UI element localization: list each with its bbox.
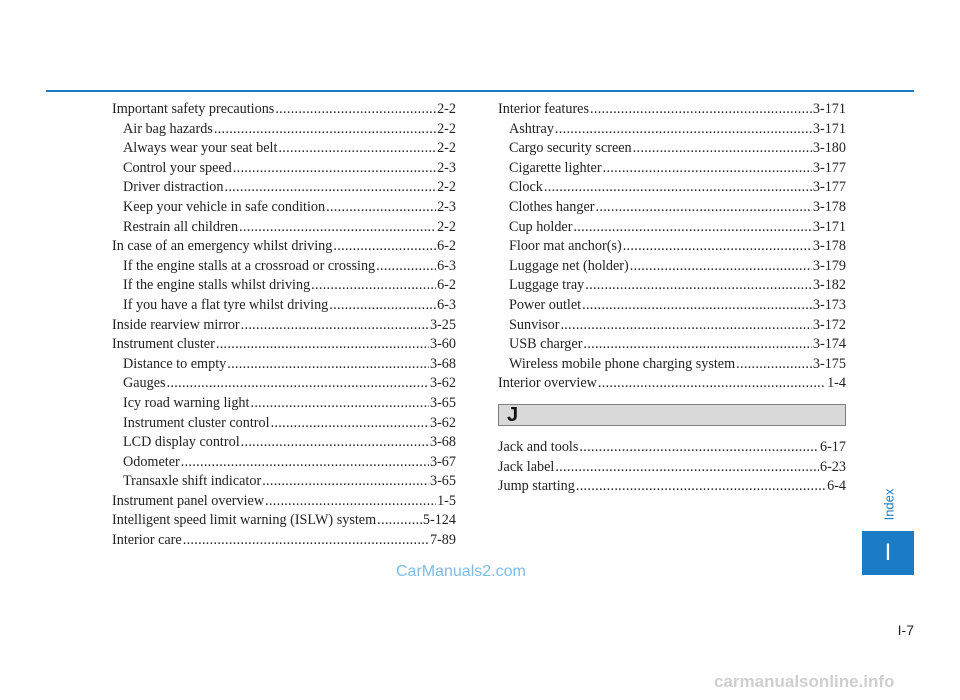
index-entry-term: Jack label <box>498 458 555 475</box>
index-entry-page: 2-2 <box>437 218 456 235</box>
index-entry-page: 3-67 <box>429 453 456 470</box>
dot-leader <box>271 414 429 434</box>
index-subentry <box>112 120 456 140</box>
index-subentry <box>112 472 456 492</box>
index-entry-term: Odometer <box>123 453 180 470</box>
index-subentry <box>112 414 456 434</box>
index-entry-term: If the engine stalls whilst driving <box>123 277 311 294</box>
index-entry-page: 2-2 <box>437 140 456 157</box>
index-entry-term: Instrument cluster <box>112 336 215 353</box>
index-entry-term: If you have a flat tyre whilst driving <box>123 296 329 313</box>
dot-leader <box>603 159 812 179</box>
index-entry-page: 6-17 <box>819 438 846 455</box>
dot-leader <box>630 257 812 277</box>
index-subentry <box>498 218 846 238</box>
index-entry-term: Icy road warning light <box>123 394 250 411</box>
dot-leader <box>596 198 812 218</box>
index-entry-term: Intelligent speed limit warning (ISLW) system <box>112 512 377 529</box>
dot-leader <box>579 438 819 458</box>
dot-leader <box>216 335 429 355</box>
index-entry-page: 3-62 <box>429 375 456 392</box>
index-subentry <box>498 120 846 140</box>
index-entry-term: Sunvisor <box>509 316 560 333</box>
index-entry-term: Instrument cluster control <box>123 414 270 431</box>
dot-leader <box>576 477 826 497</box>
dot-leader <box>241 433 429 453</box>
index-entry <box>498 100 846 120</box>
dot-leader <box>224 178 436 198</box>
index-entry-term: Clothes hanger <box>509 198 595 215</box>
index-entry-term: Always wear your seat belt <box>123 140 278 157</box>
dot-leader <box>265 492 436 512</box>
index-entry-term: Wireless mobile phone charging system <box>509 355 736 372</box>
index-entry <box>112 511 456 531</box>
index-subentry <box>112 453 456 473</box>
index-entry-page: 3-68 <box>429 434 456 451</box>
index-entry-term: LCD display control <box>123 434 240 451</box>
dot-leader <box>555 458 819 478</box>
dot-leader <box>333 237 436 257</box>
index-entry <box>112 100 456 120</box>
index-entry-page: 3-174 <box>812 336 846 353</box>
index-entry <box>112 316 456 336</box>
index-subentry <box>112 198 456 218</box>
index-entry-page: 6-2 <box>437 238 456 255</box>
watermark-carmanuals2[interactable]: CarManuals2.com <box>396 563 526 580</box>
index-entry-page: 2-2 <box>437 101 456 117</box>
index-entry-page: 3-172 <box>812 316 846 333</box>
index-entry <box>112 237 456 257</box>
index-entry-term: Interior features <box>498 101 589 117</box>
index-entry <box>112 335 456 355</box>
index-subentry <box>112 257 456 277</box>
index-entry-term: Interior overview <box>498 375 597 392</box>
index-entry-term: Cigarette lighter <box>509 159 602 176</box>
dot-leader <box>582 296 812 316</box>
section-header-j <box>498 404 846 426</box>
dot-leader <box>560 316 811 336</box>
index-subentry <box>112 139 456 159</box>
index-entry <box>498 438 846 458</box>
index-entry-term: Driver distraction <box>123 179 224 196</box>
index-subentry <box>112 218 456 238</box>
index-entry-term: Restrain all children <box>123 218 239 235</box>
index-entry-page: 5-124 <box>422 512 456 529</box>
dot-leader <box>227 355 429 375</box>
index-subentry <box>112 276 456 296</box>
dot-leader <box>736 355 812 375</box>
index-subentry <box>112 433 456 453</box>
index-side-label-text: Index <box>881 488 897 520</box>
index-list-j <box>498 438 846 497</box>
index-entry-page: 7-89 <box>429 532 456 549</box>
dot-leader <box>241 316 429 336</box>
index-entry-term: Important safety precautions <box>112 101 275 117</box>
dot-leader <box>181 453 429 473</box>
dot-leader <box>585 276 812 296</box>
page-number: I-7 <box>897 622 914 638</box>
index-entry-page: 3-178 <box>812 238 846 255</box>
index-entry-term: Keep your vehicle in safe condition <box>123 198 326 215</box>
index-entry <box>112 531 456 551</box>
index-subentry <box>498 276 846 296</box>
dot-leader <box>326 198 436 218</box>
index-subentry <box>112 374 456 394</box>
index-letter-tab[interactable] <box>862 531 914 575</box>
index-entry-term: USB charger <box>509 336 583 353</box>
dot-leader <box>250 394 429 414</box>
index-entry-page: 2-2 <box>437 120 456 137</box>
index-subentry <box>112 394 456 414</box>
index-column-right <box>498 100 846 497</box>
index-entry-term: Luggage net (holder) <box>509 257 629 274</box>
index-entry-page: 6-23 <box>819 458 846 475</box>
index-entry <box>112 492 456 512</box>
index-tab-letter: I <box>884 539 892 566</box>
index-entry-term: Jump starting <box>498 478 575 495</box>
top-rule <box>46 90 914 92</box>
index-entry-page: 3-173 <box>812 296 846 313</box>
index-subentry <box>498 139 846 159</box>
dot-leader <box>376 257 436 277</box>
index-subentry <box>112 178 456 198</box>
index-entry-page: 1-4 <box>827 375 846 392</box>
dot-leader <box>311 276 436 296</box>
dot-leader <box>590 100 812 120</box>
index-entry-term: Gauges <box>123 375 166 392</box>
index-entry-page: 2-3 <box>437 159 456 176</box>
watermark-carmanualsonline[interactable]: carmanualsonline.info <box>714 672 895 691</box>
index-entry-page: 3-65 <box>429 473 456 490</box>
index-entry-term: Jack and tools <box>498 438 579 455</box>
index-entry-term: Inside rearview mirror <box>112 316 240 333</box>
dot-leader <box>275 100 436 120</box>
index-entry-page: 3-182 <box>812 277 846 294</box>
index-entry-page: 3-171 <box>812 120 846 137</box>
index-entry-term: Distance to empty <box>123 355 227 372</box>
index-entry-term: Ashtray <box>509 120 554 137</box>
index-entry-page: 6-3 <box>437 257 456 274</box>
index-entry-term: Cargo security screen <box>509 140 632 157</box>
index-entry-page: 3-177 <box>812 159 846 176</box>
section-letter: J <box>507 403 519 426</box>
index-entry-page: 3-180 <box>812 140 846 157</box>
dot-leader <box>167 374 429 394</box>
index-entry-page: 6-3 <box>437 296 456 313</box>
dot-leader <box>583 335 811 355</box>
dot-leader <box>598 374 826 394</box>
index-entry-page: 3-68 <box>429 355 456 372</box>
index-entry-term: Floor mat anchor(s) <box>509 238 622 255</box>
index-entry-term: Control your speed <box>123 159 232 176</box>
index-entry-term: If the engine stalls at a crossroad or crossing <box>123 257 376 274</box>
dot-leader <box>278 139 436 159</box>
index-entry-term: Power outlet <box>509 296 582 313</box>
index-entry-page: 3-62 <box>429 414 456 431</box>
index-entry-page: 6-2 <box>437 277 456 294</box>
index-entry-term: Clock <box>509 179 543 196</box>
index-entry-page: 3-65 <box>429 394 456 411</box>
dot-leader <box>377 511 422 531</box>
index-entry-page: 3-171 <box>812 218 846 235</box>
index-subentry <box>498 237 846 257</box>
index-column-left <box>112 100 456 551</box>
index-subentry <box>112 355 456 375</box>
index-entry-page: 3-60 <box>429 336 456 353</box>
dot-leader <box>573 218 811 238</box>
index-entry-term: Cup holder <box>509 218 573 235</box>
index-entry-term: Instrument panel overview <box>112 492 265 509</box>
index-entry <box>498 458 846 478</box>
dot-leader <box>544 178 812 198</box>
index-side-label <box>879 484 899 524</box>
index-entry-page: 1-5 <box>437 492 456 509</box>
index-entry-term: In case of an emergency whilst driving <box>112 238 333 255</box>
index-entry-page: 3-171 <box>812 101 846 117</box>
index-entry-term: Air bag hazards <box>123 120 213 137</box>
index-entry-page: 3-178 <box>812 198 846 215</box>
index-subentry <box>498 178 846 198</box>
index-entry-page: 3-179 <box>812 257 846 274</box>
index-entry-page: 2-2 <box>437 179 456 196</box>
index-entry-page: 2-3 <box>437 198 456 215</box>
index-subentry <box>112 296 456 316</box>
dot-leader <box>239 218 436 238</box>
dot-leader <box>555 120 812 140</box>
index-entry-term: Luggage tray <box>509 277 585 294</box>
index-entry <box>498 374 846 394</box>
index-entry <box>498 477 846 497</box>
index-entry-term: Interior care <box>112 532 182 549</box>
dot-leader <box>633 139 812 159</box>
index-subentry <box>498 335 846 355</box>
index-entry-term: Transaxle shift indicator <box>123 473 262 490</box>
index-entry-page: 3-177 <box>812 179 846 196</box>
dot-leader <box>183 531 429 551</box>
index-subentry <box>498 296 846 316</box>
index-subentry <box>498 316 846 336</box>
index-list-i-continued <box>498 100 846 394</box>
index-subentry <box>112 159 456 179</box>
index-subentry <box>498 159 846 179</box>
index-subentry <box>498 198 846 218</box>
index-entry-page: 6-4 <box>827 478 846 495</box>
dot-leader <box>329 296 436 316</box>
dot-leader <box>233 159 436 179</box>
index-subentry <box>498 257 846 277</box>
index-entry-page: 3-25 <box>429 316 456 333</box>
index-entry-page: 3-175 <box>812 355 846 372</box>
dot-leader <box>623 237 812 257</box>
dot-leader <box>214 120 436 140</box>
index-subentry <box>498 355 846 375</box>
dot-leader <box>262 472 429 492</box>
